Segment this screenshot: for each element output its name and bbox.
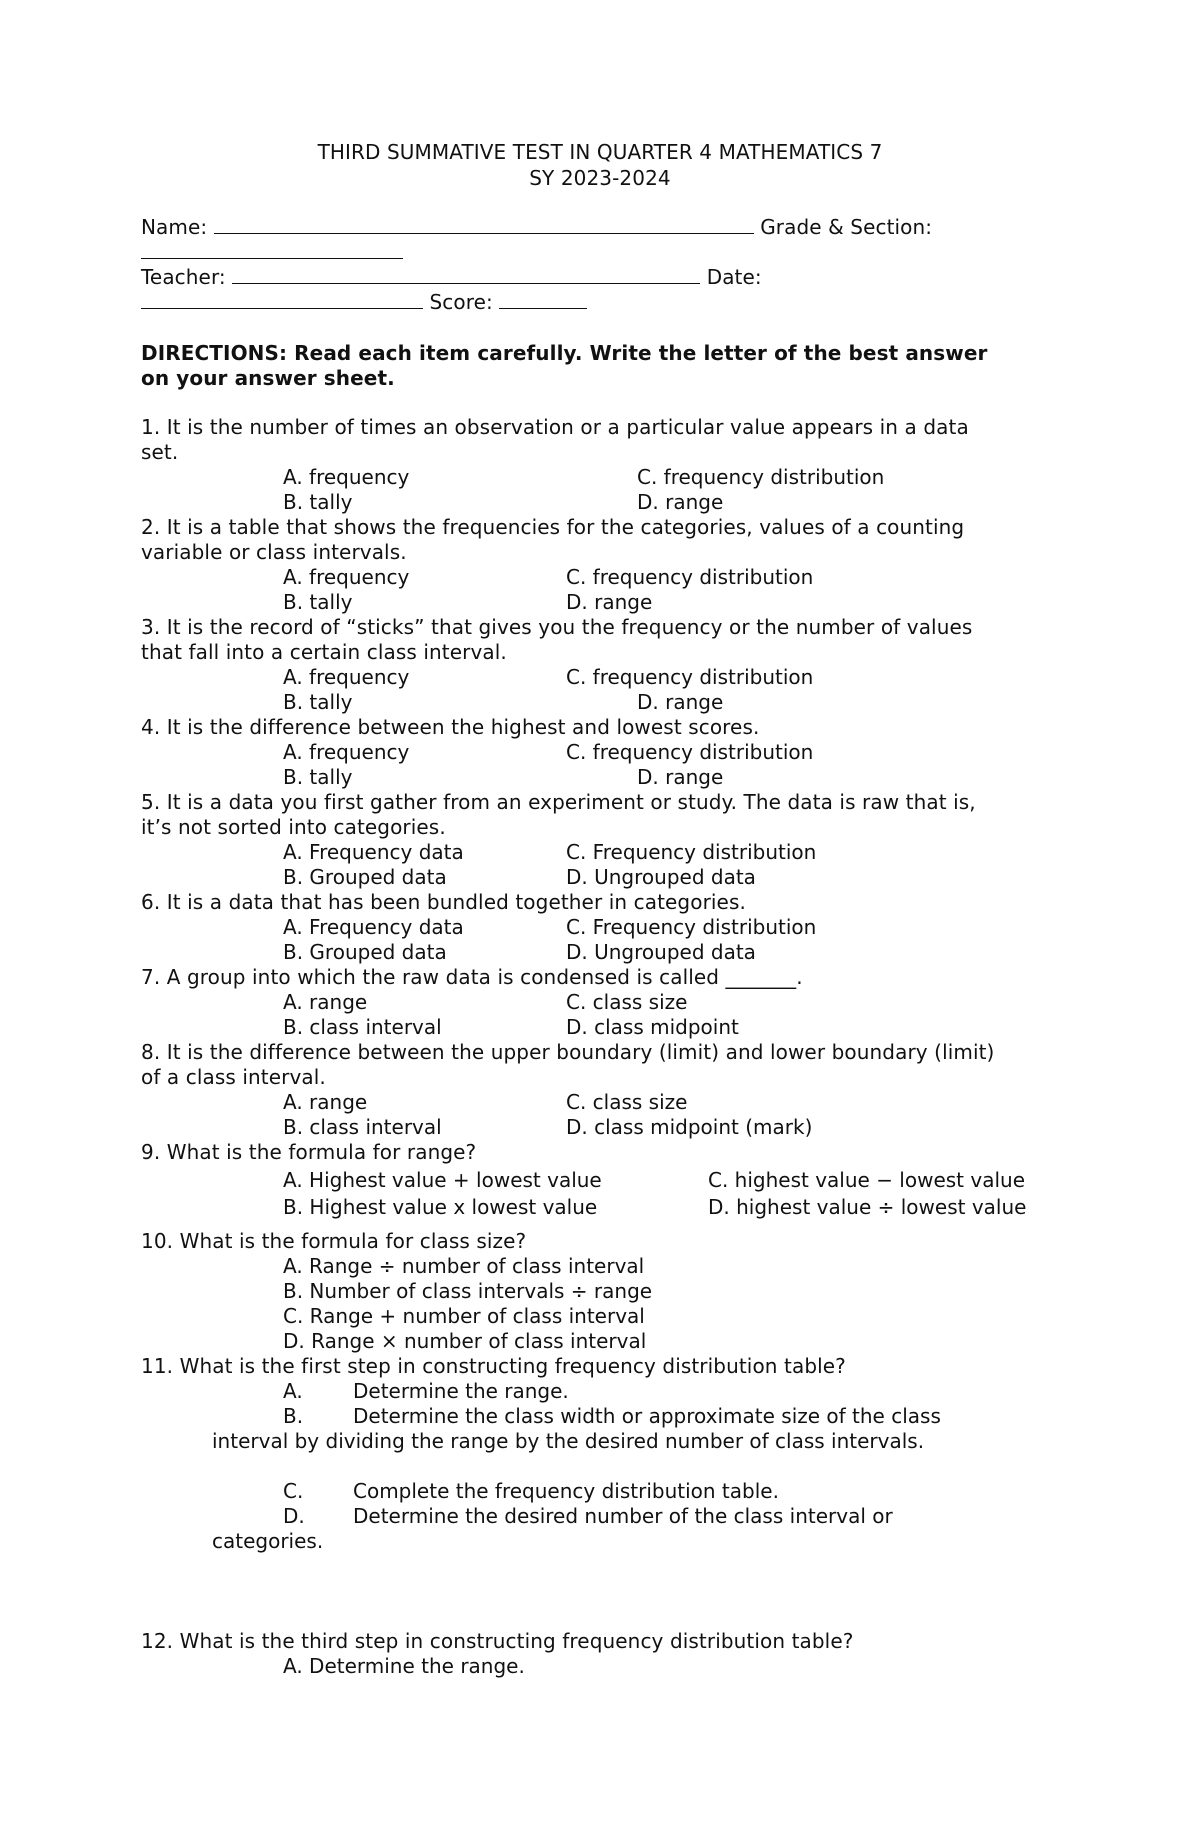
question-5-line-2: it’s not sorted into categories. bbox=[141, 815, 446, 839]
q5-option-c[interactable]: C. Frequency distribution bbox=[566, 840, 817, 864]
question-8-line-1: 8. It is the difference between the upper boundary (limit) and lower boundary (limit) bbox=[141, 1040, 995, 1064]
q6-option-d[interactable]: D. Ungrouped data bbox=[566, 940, 756, 964]
q10-option-b[interactable]: B. Number of class intervals ÷ range bbox=[283, 1279, 653, 1303]
question-3-line-1: 3. It is the record of “sticks” that gives you the frequency or the number of values bbox=[141, 615, 973, 639]
q4-option-b[interactable]: B. tally bbox=[283, 765, 353, 789]
q11-option-c-letter: C. bbox=[283, 1479, 304, 1503]
q4-option-d[interactable]: D. range bbox=[637, 765, 724, 789]
q1-option-d[interactable]: D. range bbox=[637, 490, 724, 514]
grade-section-label: Grade & Section: bbox=[760, 215, 933, 239]
name-grade-row bbox=[141, 215, 932, 240]
q9-option-b[interactable]: B. Highest value x lowest value bbox=[283, 1195, 598, 1219]
q8-option-d[interactable]: D. class midpoint (mark) bbox=[566, 1115, 813, 1139]
question-7-line-1: 7. A group into which the raw data is condensed is called _______. bbox=[141, 965, 803, 989]
q5-option-d[interactable]: D. Ungrouped data bbox=[566, 865, 756, 889]
q7-option-b[interactable]: B. class interval bbox=[283, 1015, 442, 1039]
q1-option-c[interactable]: C. frequency distribution bbox=[637, 465, 885, 489]
question-4-line-1: 4. It is the difference between the highest and lowest scores. bbox=[141, 715, 760, 739]
q11-option-b-continuation: interval by dividing the range by the desired number of class intervals. bbox=[212, 1429, 925, 1453]
name-label: Name: bbox=[141, 215, 208, 239]
q12-option-a[interactable]: A. Determine the range. bbox=[283, 1654, 525, 1678]
q9-option-a[interactable]: A. Highest value + lowest value bbox=[283, 1168, 602, 1192]
q10-option-d[interactable]: D. Range × number of class interval bbox=[283, 1329, 647, 1353]
school-year: SY 2023-2024 bbox=[529, 166, 671, 190]
q10-option-c[interactable]: C. Range + number of class interval bbox=[283, 1304, 645, 1328]
q2-option-c[interactable]: C. frequency distribution bbox=[566, 565, 814, 589]
q11-option-d-text: Determine the desired number of the class interval or bbox=[353, 1504, 893, 1528]
grade-section-row bbox=[141, 240, 403, 265]
question-5-line-1: 5. It is a data you first gather from an experiment or study. The data is raw that is, bbox=[141, 790, 976, 814]
q2-option-d[interactable]: D. range bbox=[566, 590, 653, 614]
directions-line-2: on your answer sheet. bbox=[141, 366, 395, 390]
q3-option-c[interactable]: C. frequency distribution bbox=[566, 665, 814, 689]
q11-option-d-continuation: categories. bbox=[212, 1529, 324, 1553]
question-1-line-1: 1. It is the number of times an observation or a particular value appears in a data bbox=[141, 415, 969, 439]
question-11-line-1: 11. What is the first step in constructing frequency distribution table? bbox=[141, 1354, 846, 1378]
q7-option-d[interactable]: D. class midpoint bbox=[566, 1015, 739, 1039]
date-label: Date: bbox=[706, 265, 762, 289]
q11-option-a[interactable] bbox=[283, 1379, 569, 1404]
q6-option-b[interactable]: B. Grouped data bbox=[283, 940, 447, 964]
q9-option-d[interactable]: D. highest value ÷ lowest value bbox=[708, 1195, 1027, 1219]
question-12-line-1: 12. What is the third step in constructing frequency distribution table? bbox=[141, 1629, 854, 1653]
q3-option-b[interactable]: B. tally bbox=[283, 690, 353, 714]
q11-option-d-letter: D. bbox=[283, 1504, 305, 1528]
q8-option-b[interactable]: B. class interval bbox=[283, 1115, 442, 1139]
q1-option-a[interactable]: A. frequency bbox=[283, 465, 410, 489]
q11-option-c-text: Complete the frequency distribution table. bbox=[353, 1479, 779, 1503]
q10-option-a[interactable]: A. Range ÷ number of class interval bbox=[283, 1254, 645, 1278]
directions-line-1: DIRECTIONS: Read each item carefully. Write the letter of the best answer bbox=[141, 341, 988, 365]
score-label: Score: bbox=[429, 290, 493, 314]
question-9-line-1: 9. What is the formula for range? bbox=[141, 1140, 477, 1164]
q11-option-d[interactable] bbox=[283, 1504, 893, 1529]
q8-option-a[interactable]: A. range bbox=[283, 1090, 368, 1114]
q6-option-a[interactable]: A. Frequency data bbox=[283, 915, 464, 939]
q11-option-b-letter: B. bbox=[283, 1404, 304, 1428]
question-2-line-1: 2. It is a table that shows the frequencies for the categories, values of a counting bbox=[141, 515, 965, 539]
q2-option-b[interactable]: B. tally bbox=[283, 590, 353, 614]
question-6-line-1: 6. It is a data that has been bundled together in categories. bbox=[141, 890, 746, 914]
q11-option-a-text: Determine the range. bbox=[353, 1379, 569, 1403]
teacher-date-row bbox=[141, 265, 762, 290]
q1-option-b[interactable]: B. tally bbox=[283, 490, 353, 514]
q2-option-a[interactable]: A. frequency bbox=[283, 565, 410, 589]
q9-option-c[interactable]: C. highest value − lowest value bbox=[708, 1168, 1026, 1192]
q11-option-b[interactable] bbox=[283, 1404, 941, 1429]
q11-option-a-letter: A. bbox=[283, 1379, 303, 1403]
question-10-line-1: 10. What is the formula for class size? bbox=[141, 1229, 527, 1253]
q3-option-a[interactable]: A. frequency bbox=[283, 665, 410, 689]
q4-option-a[interactable]: A. frequency bbox=[283, 740, 410, 764]
q5-option-a[interactable]: A. Frequency data bbox=[283, 840, 464, 864]
q5-option-b[interactable]: B. Grouped data bbox=[283, 865, 447, 889]
q6-option-c[interactable]: C. Frequency distribution bbox=[566, 915, 817, 939]
teacher-label: Teacher: bbox=[141, 265, 226, 289]
question-3-line-2: that fall into a certain class interval. bbox=[141, 640, 507, 664]
question-8-line-2: of a class interval. bbox=[141, 1065, 326, 1089]
test-title: THIRD SUMMATIVE TEST IN QUARTER 4 MATHEMATICS 7 bbox=[317, 140, 883, 164]
q3-option-d[interactable]: D. range bbox=[637, 690, 724, 714]
question-1-line-2: set. bbox=[141, 440, 179, 464]
q7-option-c[interactable]: C. class size bbox=[566, 990, 688, 1014]
q11-option-c[interactable] bbox=[283, 1479, 779, 1504]
q11-option-b-text: Determine the class width or approximate size of the class bbox=[353, 1404, 941, 1428]
score-blank[interactable] bbox=[499, 290, 587, 309]
date-blank[interactable] bbox=[141, 290, 423, 309]
name-blank[interactable] bbox=[214, 215, 754, 234]
q7-option-a[interactable]: A. range bbox=[283, 990, 368, 1014]
q8-option-c[interactable]: C. class size bbox=[566, 1090, 688, 1114]
grade-section-blank[interactable] bbox=[141, 240, 403, 259]
question-2-line-2: variable or class intervals. bbox=[141, 540, 407, 564]
q4-option-c[interactable]: C. frequency distribution bbox=[566, 740, 814, 764]
date-score-row bbox=[141, 290, 587, 315]
teacher-blank[interactable] bbox=[232, 265, 700, 284]
